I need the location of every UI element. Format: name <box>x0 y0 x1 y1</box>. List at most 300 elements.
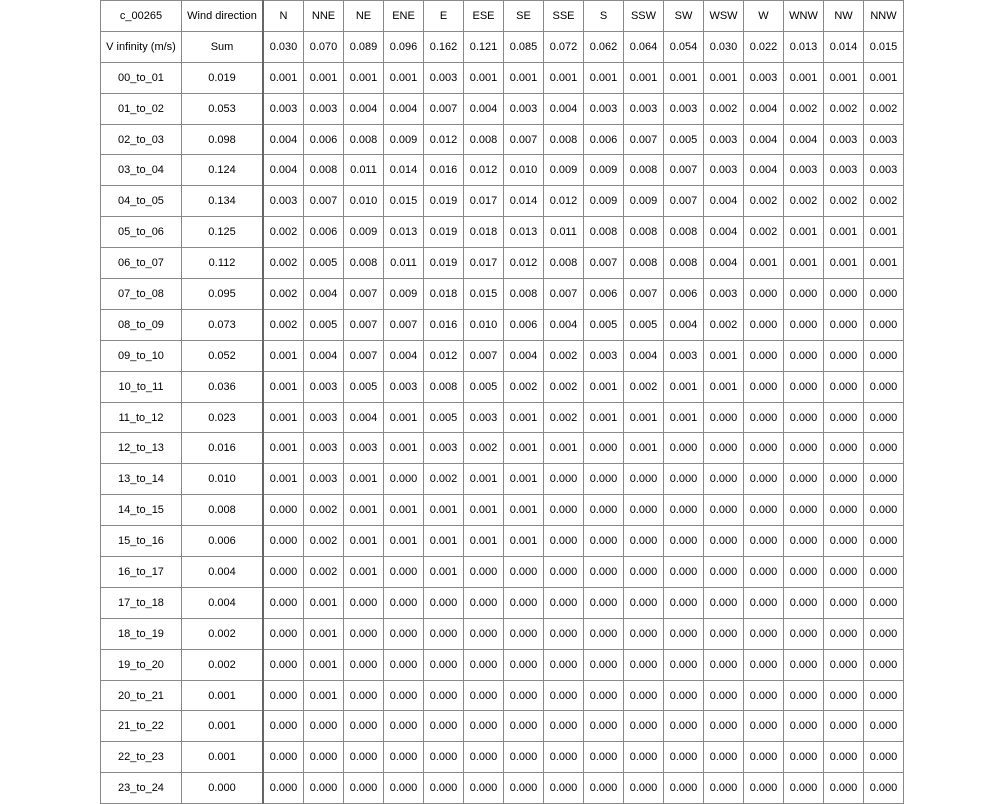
table-cell: 0.000 <box>424 742 464 773</box>
table-cell: 0.064 <box>624 31 664 62</box>
table-cell: 0.000 <box>384 711 424 742</box>
row-sum-cell: 0.002 <box>182 618 264 649</box>
table-cell: 0.006 <box>504 309 544 340</box>
table-cell: 0.001 <box>263 402 304 433</box>
direction-header-wnw: WNW <box>784 1 824 32</box>
table-cell: 0.004 <box>344 402 384 433</box>
table-cell: 0.000 <box>784 618 824 649</box>
table-cell: 0.000 <box>624 711 664 742</box>
table-cell: 0.000 <box>624 742 664 773</box>
row-sum-cell: 0.006 <box>182 526 264 557</box>
table-cell: 0.000 <box>584 495 624 526</box>
table-cell: 0.001 <box>384 62 424 93</box>
table-cell: 0.000 <box>864 773 904 804</box>
table-cell: 0.001 <box>424 557 464 588</box>
table-row <box>101 557 904 588</box>
table-cell: 0.007 <box>384 309 424 340</box>
table-cell: 0.003 <box>704 155 744 186</box>
table-cell: 0.000 <box>424 587 464 618</box>
table-cell: 0.001 <box>344 495 384 526</box>
table-cell: 0.009 <box>344 217 384 248</box>
table-cell: 0.000 <box>824 402 864 433</box>
table-cell: 0.001 <box>664 62 704 93</box>
table-cell: 0.000 <box>784 557 824 588</box>
table-cell: 0.018 <box>424 279 464 310</box>
table-cell: 0.000 <box>304 742 344 773</box>
table-cell: 0.002 <box>864 186 904 217</box>
table-cell: 0.002 <box>544 371 584 402</box>
table-cell: 0.000 <box>744 587 784 618</box>
table-cell: 0.001 <box>344 557 384 588</box>
table-cell: 0.000 <box>384 742 424 773</box>
table-cell: 0.000 <box>504 557 544 588</box>
table-cell: 0.000 <box>464 680 504 711</box>
table-cell: 0.000 <box>584 773 624 804</box>
table-cell: 0.000 <box>864 557 904 588</box>
table-cell: 0.001 <box>744 248 784 279</box>
wind-direction-header: Wind direction <box>182 1 264 32</box>
table-cell: 0.000 <box>824 371 864 402</box>
table-cell: 0.000 <box>464 711 504 742</box>
table-cell: 0.001 <box>304 649 344 680</box>
table-cell: 0.000 <box>544 618 584 649</box>
row-label: 17_to_18 <box>101 587 182 618</box>
table-cell: 0.001 <box>824 248 864 279</box>
table-cell: 0.003 <box>263 93 304 124</box>
table-cell: 0.002 <box>704 93 744 124</box>
table-cell: 0.001 <box>464 495 504 526</box>
table-cell: 0.000 <box>784 773 824 804</box>
table-cell: 0.000 <box>544 557 584 588</box>
table-cell: 0.002 <box>424 464 464 495</box>
table-cell: 0.002 <box>544 340 584 371</box>
table-cell: 0.004 <box>544 309 584 340</box>
table-cell: 0.000 <box>784 649 824 680</box>
table-cell: 0.000 <box>424 618 464 649</box>
table-cell: 0.000 <box>624 526 664 557</box>
table-cell: 0.019 <box>424 186 464 217</box>
table-cell: 0.000 <box>624 557 664 588</box>
table-cell: 0.000 <box>344 587 384 618</box>
table-cell: 0.016 <box>424 309 464 340</box>
table-id-header: c_00265 <box>101 1 182 32</box>
table-cell: 0.001 <box>424 495 464 526</box>
row-label: 01_to_02 <box>101 93 182 124</box>
table-cell: 0.002 <box>263 279 304 310</box>
row-sum-cell: 0.002 <box>182 649 264 680</box>
table-cell: 0.003 <box>704 124 744 155</box>
table-row <box>101 433 904 464</box>
table-cell: 0.012 <box>424 124 464 155</box>
table-cell: 0.004 <box>744 124 784 155</box>
table-cell: 0.000 <box>344 773 384 804</box>
row-label: 22_to_23 <box>101 742 182 773</box>
table-cell: 0.000 <box>424 680 464 711</box>
table-cell: 0.001 <box>584 62 624 93</box>
table-cell: 0.000 <box>784 464 824 495</box>
table-cell: 0.000 <box>584 464 624 495</box>
table-cell: 0.000 <box>344 618 384 649</box>
table-cell: 0.002 <box>864 93 904 124</box>
table-cell: 0.030 <box>263 31 304 62</box>
table-cell: 0.008 <box>624 217 664 248</box>
table-cell: 0.004 <box>744 93 784 124</box>
table-cell: 0.000 <box>504 649 544 680</box>
table-cell: 0.001 <box>584 402 624 433</box>
table-cell: 0.000 <box>384 557 424 588</box>
row-label: 06_to_07 <box>101 248 182 279</box>
table-cell: 0.000 <box>424 649 464 680</box>
row-sum-cell: 0.004 <box>182 587 264 618</box>
table-cell: 0.000 <box>784 340 824 371</box>
table-cell: 0.007 <box>424 93 464 124</box>
table-cell: 0.000 <box>744 711 784 742</box>
row-label: 08_to_09 <box>101 309 182 340</box>
table-cell: 0.004 <box>704 217 744 248</box>
table-cell: 0.000 <box>544 495 584 526</box>
row-label: 18_to_19 <box>101 618 182 649</box>
table-cell: 0.000 <box>504 773 544 804</box>
table-cell: 0.002 <box>304 557 344 588</box>
table-cell: 0.003 <box>664 340 704 371</box>
table-cell: 0.003 <box>263 186 304 217</box>
table-row <box>101 340 904 371</box>
table-cell: 0.000 <box>704 526 744 557</box>
table-cell: 0.000 <box>263 649 304 680</box>
row-sum-cell: 0.112 <box>182 248 264 279</box>
table-cell: 0.000 <box>544 464 584 495</box>
table-cell: 0.014 <box>824 31 864 62</box>
table-cell: 0.000 <box>544 773 584 804</box>
table-cell: 0.000 <box>864 340 904 371</box>
table-cell: 0.001 <box>304 680 344 711</box>
row-sum-cell: Sum <box>182 31 264 62</box>
table-cell: 0.070 <box>304 31 344 62</box>
table-row <box>101 495 904 526</box>
table-cell: 0.004 <box>704 186 744 217</box>
table-cell: 0.000 <box>704 773 744 804</box>
table-cell: 0.009 <box>384 124 424 155</box>
table-cell: 0.000 <box>624 587 664 618</box>
table-row <box>101 618 904 649</box>
table-cell: 0.001 <box>704 340 744 371</box>
table-cell: 0.000 <box>744 309 784 340</box>
table-cell: 0.000 <box>824 464 864 495</box>
table-cell: 0.000 <box>664 618 704 649</box>
table-cell: 0.000 <box>864 402 904 433</box>
row-sum-cell: 0.001 <box>182 680 264 711</box>
table-cell: 0.001 <box>544 62 584 93</box>
table-cell: 0.011 <box>544 217 584 248</box>
table-cell: 0.000 <box>464 742 504 773</box>
table-cell: 0.004 <box>384 340 424 371</box>
table-cell: 0.003 <box>504 93 544 124</box>
table-cell: 0.000 <box>384 464 424 495</box>
table-cell: 0.016 <box>424 155 464 186</box>
table-cell: 0.019 <box>424 248 464 279</box>
row-label: 07_to_08 <box>101 279 182 310</box>
table-cell: 0.001 <box>384 402 424 433</box>
row-label: 15_to_16 <box>101 526 182 557</box>
table-cell: 0.000 <box>704 742 744 773</box>
table-cell: 0.000 <box>824 279 864 310</box>
table-cell: 0.001 <box>464 464 504 495</box>
table-cell: 0.000 <box>744 742 784 773</box>
table-cell: 0.001 <box>784 217 824 248</box>
row-label: 12_to_13 <box>101 433 182 464</box>
table-cell: 0.000 <box>544 680 584 711</box>
table-cell: 0.001 <box>263 433 304 464</box>
table-cell: 0.002 <box>304 495 344 526</box>
table-cell: 0.010 <box>464 309 504 340</box>
table-cell: 0.003 <box>784 155 824 186</box>
table-cell: 0.002 <box>824 93 864 124</box>
table-cell: 0.000 <box>544 742 584 773</box>
table-cell: 0.010 <box>344 186 384 217</box>
table-cell: 0.003 <box>624 93 664 124</box>
table-cell: 0.000 <box>744 495 784 526</box>
table-cell: 0.000 <box>784 309 824 340</box>
table-cell: 0.013 <box>504 217 544 248</box>
table-cell: 0.001 <box>624 433 664 464</box>
table-cell: 0.000 <box>664 526 704 557</box>
table-cell: 0.000 <box>504 618 544 649</box>
row-sum-cell: 0.036 <box>182 371 264 402</box>
table-cell: 0.000 <box>504 680 544 711</box>
table-cell: 0.000 <box>704 402 744 433</box>
table-cell: 0.008 <box>464 124 504 155</box>
table-cell: 0.011 <box>384 248 424 279</box>
table-cell: 0.000 <box>704 433 744 464</box>
table-cell: 0.006 <box>584 279 624 310</box>
table-cell: 0.001 <box>384 526 424 557</box>
row-label: 03_to_04 <box>101 155 182 186</box>
table-cell: 0.000 <box>864 618 904 649</box>
table-cell: 0.000 <box>864 711 904 742</box>
table-cell: 0.000 <box>744 371 784 402</box>
table-cell: 0.003 <box>384 371 424 402</box>
table-cell: 0.002 <box>704 309 744 340</box>
table-cell: 0.001 <box>504 495 544 526</box>
table-cell: 0.007 <box>664 155 704 186</box>
table-cell: 0.000 <box>624 495 664 526</box>
table-cell: 0.000 <box>824 557 864 588</box>
table-cell: 0.001 <box>263 62 304 93</box>
table-cell: 0.000 <box>384 680 424 711</box>
table-cell: 0.003 <box>304 93 344 124</box>
table-cell: 0.005 <box>344 371 384 402</box>
table-row <box>101 371 904 402</box>
table-cell: 0.018 <box>464 217 504 248</box>
table-cell: 0.000 <box>344 742 384 773</box>
table-cell: 0.000 <box>824 618 864 649</box>
table-cell: 0.000 <box>704 618 744 649</box>
table-cell: 0.015 <box>384 186 424 217</box>
table-cell: 0.009 <box>584 186 624 217</box>
table-cell: 0.000 <box>744 433 784 464</box>
table-cell: 0.015 <box>464 279 504 310</box>
table-cell: 0.000 <box>824 773 864 804</box>
table-cell: 0.085 <box>504 31 544 62</box>
table-cell: 0.001 <box>344 464 384 495</box>
table-cell: 0.004 <box>344 93 384 124</box>
table-cell: 0.000 <box>263 680 304 711</box>
table-cell: 0.003 <box>864 155 904 186</box>
table-cell: 0.001 <box>344 526 384 557</box>
table-cell: 0.001 <box>504 526 544 557</box>
table-cell: 0.000 <box>864 433 904 464</box>
table-cell: 0.002 <box>744 186 784 217</box>
table-cell: 0.001 <box>464 526 504 557</box>
table-cell: 0.000 <box>464 587 504 618</box>
table-cell: 0.008 <box>304 155 344 186</box>
table-cell: 0.001 <box>864 62 904 93</box>
table-cell: 0.001 <box>384 433 424 464</box>
table-cell: 0.000 <box>664 495 704 526</box>
table-cell: 0.009 <box>384 279 424 310</box>
table-cell: 0.002 <box>464 433 504 464</box>
table-row <box>101 279 904 310</box>
table-cell: 0.001 <box>304 62 344 93</box>
table-cell: 0.003 <box>464 402 504 433</box>
direction-header-wsw: WSW <box>704 1 744 32</box>
table-cell: 0.001 <box>304 618 344 649</box>
table-cell: 0.003 <box>584 340 624 371</box>
table-cell: 0.000 <box>464 649 504 680</box>
table-cell: 0.000 <box>864 526 904 557</box>
table-cell: 0.015 <box>864 31 904 62</box>
table-body <box>101 1 904 804</box>
table-row <box>101 587 904 618</box>
direction-header-nw: NW <box>824 1 864 32</box>
table-cell: 0.005 <box>584 309 624 340</box>
table-row <box>101 464 904 495</box>
table-cell: 0.121 <box>464 31 504 62</box>
table-cell: 0.000 <box>504 742 544 773</box>
table-cell: 0.003 <box>304 402 344 433</box>
table-cell: 0.000 <box>664 742 704 773</box>
table-cell: 0.000 <box>584 711 624 742</box>
table-cell: 0.000 <box>784 371 824 402</box>
table-cell: 0.006 <box>304 217 344 248</box>
row-label: 16_to_17 <box>101 557 182 588</box>
table-cell: 0.000 <box>864 279 904 310</box>
row-sum-cell: 0.008 <box>182 495 264 526</box>
table-cell: 0.009 <box>584 155 624 186</box>
table-cell: 0.002 <box>304 526 344 557</box>
table-cell: 0.003 <box>864 124 904 155</box>
table-cell: 0.000 <box>824 680 864 711</box>
table-cell: 0.000 <box>704 495 744 526</box>
table-cell: 0.000 <box>744 402 784 433</box>
table-cell: 0.005 <box>304 309 344 340</box>
table-cell: 0.004 <box>504 340 544 371</box>
table-cell: 0.003 <box>824 124 864 155</box>
table-cell: 0.009 <box>624 186 664 217</box>
table-cell: 0.000 <box>304 773 344 804</box>
table-cell: 0.001 <box>263 371 304 402</box>
table-cell: 0.003 <box>424 62 464 93</box>
table-cell: 0.000 <box>464 618 504 649</box>
table-cell: 0.007 <box>664 186 704 217</box>
table-cell: 0.004 <box>384 93 424 124</box>
table-cell: 0.000 <box>664 649 704 680</box>
table-cell: 0.004 <box>304 340 344 371</box>
table-cell: 0.000 <box>544 526 584 557</box>
table-cell: 0.004 <box>263 124 304 155</box>
table-cell: 0.000 <box>344 711 384 742</box>
row-sum-cell: 0.125 <box>182 217 264 248</box>
table-cell: 0.002 <box>824 186 864 217</box>
table-cell: 0.000 <box>824 711 864 742</box>
table-cell: 0.000 <box>824 649 864 680</box>
direction-header-nnw: NNW <box>864 1 904 32</box>
table-cell: 0.004 <box>544 93 584 124</box>
table-cell: 0.000 <box>664 680 704 711</box>
table-cell: 0.000 <box>824 742 864 773</box>
table-cell: 0.010 <box>504 155 544 186</box>
table-cell: 0.001 <box>504 433 544 464</box>
table-cell: 0.000 <box>784 402 824 433</box>
table-cell: 0.000 <box>744 557 784 588</box>
table-cell: 0.001 <box>504 62 544 93</box>
row-sum-cell: 0.000 <box>182 773 264 804</box>
table-cell: 0.007 <box>344 279 384 310</box>
table-cell: 0.003 <box>664 93 704 124</box>
table-cell: 0.014 <box>504 186 544 217</box>
table-cell: 0.004 <box>304 279 344 310</box>
table-cell: 0.000 <box>384 773 424 804</box>
table-cell: 0.162 <box>424 31 464 62</box>
table-cell: 0.000 <box>784 742 824 773</box>
table-cell: 0.007 <box>624 279 664 310</box>
table-cell: 0.000 <box>744 464 784 495</box>
row-label: 13_to_14 <box>101 464 182 495</box>
table-cell: 0.000 <box>704 464 744 495</box>
table-cell: 0.022 <box>744 31 784 62</box>
table-cell: 0.000 <box>384 587 424 618</box>
table-cell: 0.004 <box>664 309 704 340</box>
table-cell: 0.000 <box>424 773 464 804</box>
table-cell: 0.001 <box>464 62 504 93</box>
table-cell: 0.000 <box>304 711 344 742</box>
table-cell: 0.000 <box>584 680 624 711</box>
table-cell: 0.007 <box>344 309 384 340</box>
table-cell: 0.000 <box>263 742 304 773</box>
table-cell: 0.000 <box>624 618 664 649</box>
table-cell: 0.000 <box>464 557 504 588</box>
table-cell: 0.008 <box>624 248 664 279</box>
table-cell: 0.000 <box>704 680 744 711</box>
table-cell: 0.000 <box>384 618 424 649</box>
table-cell: 0.005 <box>624 309 664 340</box>
table-cell: 0.000 <box>464 773 504 804</box>
table-cell: 0.002 <box>263 309 304 340</box>
row-label: 05_to_06 <box>101 217 182 248</box>
table-cell: 0.054 <box>664 31 704 62</box>
table-cell: 0.002 <box>504 371 544 402</box>
row-sum-cell: 0.010 <box>182 464 264 495</box>
table-cell: 0.000 <box>624 464 664 495</box>
table-cell: 0.017 <box>464 248 504 279</box>
table-cell: 0.000 <box>263 618 304 649</box>
table-cell: 0.001 <box>784 248 824 279</box>
table-cell: 0.000 <box>584 587 624 618</box>
table-cell: 0.072 <box>544 31 584 62</box>
table-cell: 0.000 <box>784 526 824 557</box>
table-row <box>101 526 904 557</box>
table-cell: 0.006 <box>584 124 624 155</box>
